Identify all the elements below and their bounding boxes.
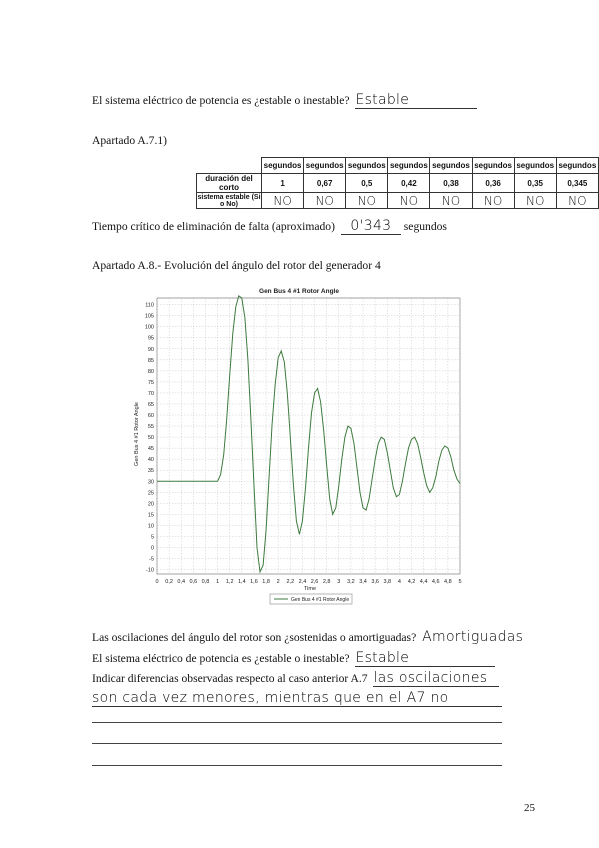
answer-continuation <box>92 690 502 707</box>
handwritten-answer: las oscilaciones <box>373 670 488 686</box>
y-axis-label: Gen Bus 4 #1 Rotor Angle <box>134 402 140 466</box>
section-heading-a71: Apartado A.7.1) <box>92 134 168 147</box>
y-tick-label: 110 <box>145 302 154 309</box>
x-axis-ticks <box>155 579 461 585</box>
handwritten-cell: NO <box>388 193 430 209</box>
table-header-row <box>197 158 599 174</box>
question-text: Las oscilaciones del ángulo del rotor son ¿sostenidas o amortiguadas? <box>92 631 417 644</box>
blank-answer-line <box>92 722 502 723</box>
y-axis-ticks <box>145 303 154 574</box>
handwritten-cell: NO <box>430 193 472 209</box>
x-tick-label: 0,8 <box>201 579 210 585</box>
y-tick-label: 70 <box>147 390 154 397</box>
handwritten-cell: NO <box>346 193 388 209</box>
x-tick-label: 4,8 <box>444 579 452 585</box>
handwritten-cell: NO <box>472 193 514 209</box>
y-tick-label: 45 <box>147 446 154 453</box>
critical-time-line <box>92 218 447 235</box>
x-tick-label: 4 <box>397 579 401 585</box>
x-tick-label: 1,4 <box>238 579 246 585</box>
section-heading-a8: Apartado A.8.- Evolución del ángulo del rotor del generador 4 <box>92 259 381 272</box>
y-tick-label: 100 <box>144 324 154 331</box>
handwritten-cell: NO <box>556 193 598 209</box>
x-tick-label: 2,2 <box>286 579 295 585</box>
y-tick-label: 10 <box>147 523 154 530</box>
y-tick-label: 60 <box>147 413 154 420</box>
y-tick-label: -10 <box>146 567 154 574</box>
y-tick-label: 15 <box>147 512 154 519</box>
x-tick-label: 3,6 <box>371 579 379 585</box>
handwritten-answer: 0'343 <box>350 218 392 234</box>
blank-answer-line <box>92 743 502 744</box>
y-tick-label: 90 <box>147 346 154 353</box>
x-tick-label: 4,2 <box>407 579 416 585</box>
x-tick-label: 2,8 <box>322 579 331 585</box>
chart-legend <box>270 594 352 604</box>
table-cell: segundos <box>262 158 304 174</box>
question-text: Tiempo crítico de eliminación de falta (aproximado) <box>92 220 335 233</box>
table-cell: 0,5 <box>346 174 388 193</box>
chart-grid <box>157 298 460 574</box>
question-text: El sistema eléctrico de potencia es ¿estable o inestable? <box>92 652 350 665</box>
answer-field <box>341 218 401 235</box>
x-tick-label: 1,8 <box>262 579 270 585</box>
x-tick-label: 0,2 <box>165 579 173 585</box>
x-tick-label: 3,2 <box>347 579 355 585</box>
handwritten-cell: NO <box>304 193 346 209</box>
handwritten-answer: son cada vez menores, mientras que en el A7 no <box>92 690 449 706</box>
y-tick-label: 20 <box>147 501 154 508</box>
units-label: segundos <box>403 220 447 233</box>
x-tick-label: 1,2 <box>225 579 234 585</box>
question-text: El sistema eléctrico de potencia es ¿estable o inestable? <box>92 94 350 107</box>
table-cell: segundos <box>304 158 346 174</box>
y-tick-label: 50 <box>147 435 154 442</box>
x-tick-label: 5 <box>458 579 462 585</box>
question-oscillations <box>92 629 523 645</box>
x-tick-label: 2,6 <box>310 579 319 585</box>
y-tick-label: 25 <box>147 490 154 497</box>
y-tick-label: 55 <box>147 424 154 431</box>
y-tick-label: 105 <box>144 313 154 320</box>
x-tick-label: 2 <box>276 579 280 585</box>
question-text: Indicar diferencias observadas respecto al caso anterior A.7 <box>92 672 368 685</box>
row-label: duración del corto <box>197 174 262 193</box>
y-tick-label: 35 <box>147 468 154 475</box>
answer-field <box>355 650 495 667</box>
handwritten-cell: NO <box>262 193 304 209</box>
handwritten-cell: NO <box>514 193 556 209</box>
y-tick-label: 5 <box>150 534 154 541</box>
x-tick-label: 0,6 <box>189 579 198 585</box>
table-cell: segundos <box>346 158 388 174</box>
table-cell: 0,345 <box>556 174 598 193</box>
x-tick-label: 3,4 <box>359 579 367 585</box>
question-differences <box>92 670 499 687</box>
table-cell: segundos <box>514 158 556 174</box>
answer-field <box>355 92 477 109</box>
table-cell: 0,42 <box>388 174 430 193</box>
table-cell: 0,38 <box>430 174 472 193</box>
question-stability-1 <box>92 92 477 109</box>
x-tick-label: 4,6 <box>431 579 440 585</box>
x-tick-label: 1 <box>216 579 220 585</box>
y-tick-label: 95 <box>147 335 154 342</box>
answer-field <box>92 690 502 707</box>
answer-field <box>373 670 499 687</box>
plot-area <box>157 298 460 574</box>
y-tick-label: 0 <box>150 545 154 552</box>
question-stability-2 <box>92 650 495 667</box>
table-cell: 0,35 <box>514 174 556 193</box>
table-cell: segundos <box>556 158 598 174</box>
table-cell: segundos <box>472 158 514 174</box>
page-number: 25 <box>524 802 535 814</box>
y-tick-label: 40 <box>147 457 154 464</box>
x-tick-label: 0 <box>155 579 159 585</box>
table-cell: 1 <box>262 174 304 193</box>
row-label: sistema estable (Si o No) <box>197 193 261 208</box>
table-cell: 0,67 <box>304 174 346 193</box>
rotor-angle-chart <box>130 284 470 614</box>
x-tick-label: 0,4 <box>177 579 186 585</box>
table-row <box>197 174 599 193</box>
handwritten-answer: Amortiguadas <box>422 629 524 645</box>
legend-label: Gen Bus 4 #1 Rotor Angle <box>291 597 350 603</box>
table-row <box>197 193 599 209</box>
x-tick-label: 4,4 <box>419 579 428 585</box>
y-tick-label: 80 <box>147 368 154 375</box>
table-cell: segundos <box>430 158 472 174</box>
handwritten-answer: Estable <box>355 92 410 108</box>
x-tick-label: 3,8 <box>383 579 392 585</box>
results-table <box>196 157 599 209</box>
y-tick-label: -5 <box>149 556 154 563</box>
blank-answer-line <box>92 765 502 766</box>
y-tick-label: 30 <box>147 479 154 486</box>
x-axis-label: Time <box>303 586 317 592</box>
handwritten-answer: Estable <box>355 650 410 666</box>
y-tick-label: 85 <box>147 357 154 364</box>
table-cell: segundos <box>388 158 430 174</box>
table-cell: 0,36 <box>472 174 514 193</box>
x-tick-label: 3 <box>337 579 341 585</box>
y-tick-label: 65 <box>147 401 154 408</box>
y-tick-label: 75 <box>147 379 154 386</box>
chart-title: Gen Bus 4 #1 Rotor Angle <box>259 288 339 295</box>
x-tick-label: 2,4 <box>298 579 307 585</box>
x-tick-label: 1,6 <box>250 579 258 585</box>
